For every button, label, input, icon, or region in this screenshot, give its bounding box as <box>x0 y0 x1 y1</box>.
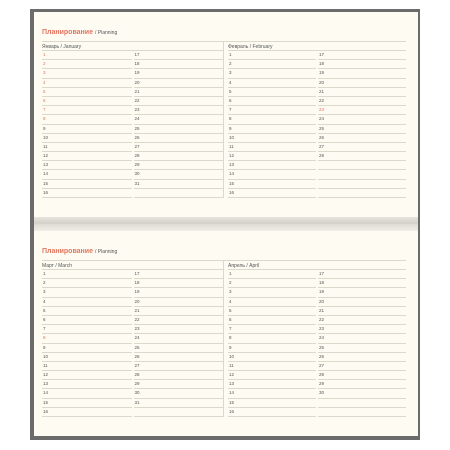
day-row: 30 <box>134 389 224 398</box>
day-row: 20 <box>134 298 224 307</box>
day-row: 1 <box>228 51 316 60</box>
day-row: 22 <box>318 97 406 106</box>
day-row: 6 <box>42 316 132 325</box>
section-title <box>42 28 406 37</box>
day-grid <box>42 270 223 417</box>
day-row: 13 <box>228 380 316 389</box>
day-grid <box>228 51 406 198</box>
day-row: 26 <box>318 353 406 362</box>
day-row <box>318 170 406 179</box>
day-row: 9 <box>228 125 316 134</box>
month-name: Январь / January <box>42 42 223 51</box>
day-row <box>318 399 406 408</box>
day-row: 21 <box>318 88 406 97</box>
day-row: 15 <box>42 180 132 189</box>
day-row: 2 <box>42 279 132 288</box>
day-row: 23 <box>318 325 406 334</box>
day-row: 3 <box>42 69 132 78</box>
month-block-april <box>225 261 406 417</box>
section-subtitle: / Planning <box>94 30 118 36</box>
section-title-text: Планирование <box>42 29 93 36</box>
day-row: 28 <box>318 371 406 380</box>
day-row: 9 <box>42 125 132 134</box>
day-row: 2 <box>228 279 316 288</box>
day-row: 25 <box>318 344 406 353</box>
planner-page-top <box>34 12 418 217</box>
day-row: 3 <box>42 288 132 297</box>
month-name: Февраль / February <box>228 42 406 51</box>
day-row: 31 <box>134 399 224 408</box>
day-row: 22 <box>318 316 406 325</box>
day-row: 30 <box>134 170 224 179</box>
day-row: 17 <box>318 270 406 279</box>
day-row: 14 <box>42 389 132 398</box>
day-row: 9 <box>42 344 132 353</box>
day-row: 29 <box>134 380 224 389</box>
day-row: 13 <box>42 161 132 170</box>
day-row: 22 <box>134 97 224 106</box>
day-row: 17 <box>318 51 406 60</box>
day-column-right <box>134 270 224 417</box>
day-row: 21 <box>134 307 224 316</box>
day-row: 6 <box>228 316 316 325</box>
day-row: 10 <box>42 353 132 362</box>
day-row: 25 <box>134 344 224 353</box>
day-row: 14 <box>228 170 316 179</box>
section-title-text: Планирование <box>42 248 93 255</box>
day-row: 13 <box>228 161 316 170</box>
day-row: 3 <box>228 288 316 297</box>
day-row: 21 <box>134 88 224 97</box>
day-row: 17 <box>134 270 224 279</box>
day-row: 7 <box>228 106 316 115</box>
day-row: 27 <box>134 143 224 152</box>
month-name: Апрель / April <box>228 261 406 270</box>
day-column-right <box>134 51 224 198</box>
day-row <box>318 180 406 189</box>
day-row: 19 <box>134 288 224 297</box>
day-row: 23 <box>134 325 224 334</box>
day-row: 28 <box>318 152 406 161</box>
day-row: 28 <box>134 152 224 161</box>
day-row: 8 <box>228 115 316 124</box>
day-row: 20 <box>134 79 224 88</box>
day-column-right <box>318 51 406 198</box>
day-row: 24 <box>318 334 406 343</box>
day-row: 19 <box>134 69 224 78</box>
day-row: 11 <box>42 143 132 152</box>
day-row: 17 <box>134 51 224 60</box>
months-row <box>42 42 406 198</box>
day-row: 23 <box>134 106 224 115</box>
day-row: 26 <box>134 134 224 143</box>
day-row: 4 <box>228 298 316 307</box>
day-row: 7 <box>42 325 132 334</box>
day-row: 20 <box>318 298 406 307</box>
day-grid <box>228 270 406 417</box>
day-row: 11 <box>228 143 316 152</box>
months-row <box>42 261 406 417</box>
day-row: 4 <box>42 298 132 307</box>
day-row: 16 <box>42 408 132 417</box>
day-row: 13 <box>42 380 132 389</box>
day-column-left <box>228 270 316 417</box>
day-row: 24 <box>134 115 224 124</box>
day-row: 6 <box>228 97 316 106</box>
day-row: 11 <box>228 362 316 371</box>
day-row: 10 <box>228 353 316 362</box>
day-row: 3 <box>228 69 316 78</box>
section-title <box>42 247 406 256</box>
section-subtitle: / Planning <box>94 249 118 255</box>
day-row: 2 <box>228 60 316 69</box>
day-row: 1 <box>42 51 132 60</box>
day-column-left <box>42 270 132 417</box>
day-column-left <box>228 51 316 198</box>
day-row: 16 <box>228 189 316 198</box>
day-row: 12 <box>228 371 316 380</box>
day-row: 4 <box>228 79 316 88</box>
day-row: 18 <box>318 60 406 69</box>
day-row: 24 <box>134 334 224 343</box>
day-row: 9 <box>228 344 316 353</box>
day-column-right <box>318 270 406 417</box>
month-name: Март / March <box>42 261 223 270</box>
day-row: 7 <box>42 106 132 115</box>
day-row: 5 <box>42 307 132 316</box>
day-row: 25 <box>318 125 406 134</box>
day-row: 12 <box>228 152 316 161</box>
day-row: 8 <box>42 115 132 124</box>
day-row: 5 <box>228 307 316 316</box>
day-row: 2 <box>42 60 132 69</box>
day-row: 19 <box>318 288 406 297</box>
day-grid <box>42 51 223 198</box>
day-row: 8 <box>228 334 316 343</box>
day-row: 26 <box>318 134 406 143</box>
day-row <box>318 189 406 198</box>
day-row: 16 <box>228 408 316 417</box>
month-block-february <box>225 42 406 198</box>
day-row: 18 <box>134 279 224 288</box>
day-row: 11 <box>42 362 132 371</box>
day-row: 15 <box>228 399 316 408</box>
day-row: 25 <box>134 125 224 134</box>
planner-spine <box>34 217 418 231</box>
day-row: 12 <box>42 371 132 380</box>
day-row: 29 <box>318 380 406 389</box>
day-row: 4 <box>42 79 132 88</box>
day-row: 8 <box>42 334 132 343</box>
day-row: 22 <box>134 316 224 325</box>
day-row: 27 <box>318 362 406 371</box>
day-row: 18 <box>134 60 224 69</box>
day-row: 14 <box>42 170 132 179</box>
day-row: 20 <box>318 79 406 88</box>
day-row: 12 <box>42 152 132 161</box>
day-row: 27 <box>318 143 406 152</box>
day-row <box>134 408 224 417</box>
day-row: 10 <box>228 134 316 143</box>
day-row: 21 <box>318 307 406 316</box>
day-row: 30 <box>318 389 406 398</box>
day-row: 27 <box>134 362 224 371</box>
day-row: 26 <box>134 353 224 362</box>
day-row: 19 <box>318 69 406 78</box>
day-row: 5 <box>228 88 316 97</box>
day-row: 15 <box>42 399 132 408</box>
day-row: 18 <box>318 279 406 288</box>
day-row: 1 <box>42 270 132 279</box>
day-row: 24 <box>318 115 406 124</box>
day-row <box>134 189 224 198</box>
day-row: 16 <box>42 189 132 198</box>
day-row: 28 <box>134 371 224 380</box>
day-row <box>318 161 406 170</box>
day-row: 14 <box>228 389 316 398</box>
day-row: 31 <box>134 180 224 189</box>
day-row: 10 <box>42 134 132 143</box>
day-row: 15 <box>228 180 316 189</box>
planner-page-bottom <box>34 231 418 436</box>
day-row: 29 <box>134 161 224 170</box>
month-block-march <box>42 261 224 417</box>
day-row: 5 <box>42 88 132 97</box>
month-block-january <box>42 42 224 198</box>
day-row: 1 <box>228 270 316 279</box>
day-column-left <box>42 51 132 198</box>
day-row: 6 <box>42 97 132 106</box>
day-row <box>318 408 406 417</box>
day-row: 7 <box>228 325 316 334</box>
day-row: 23 <box>318 106 406 115</box>
